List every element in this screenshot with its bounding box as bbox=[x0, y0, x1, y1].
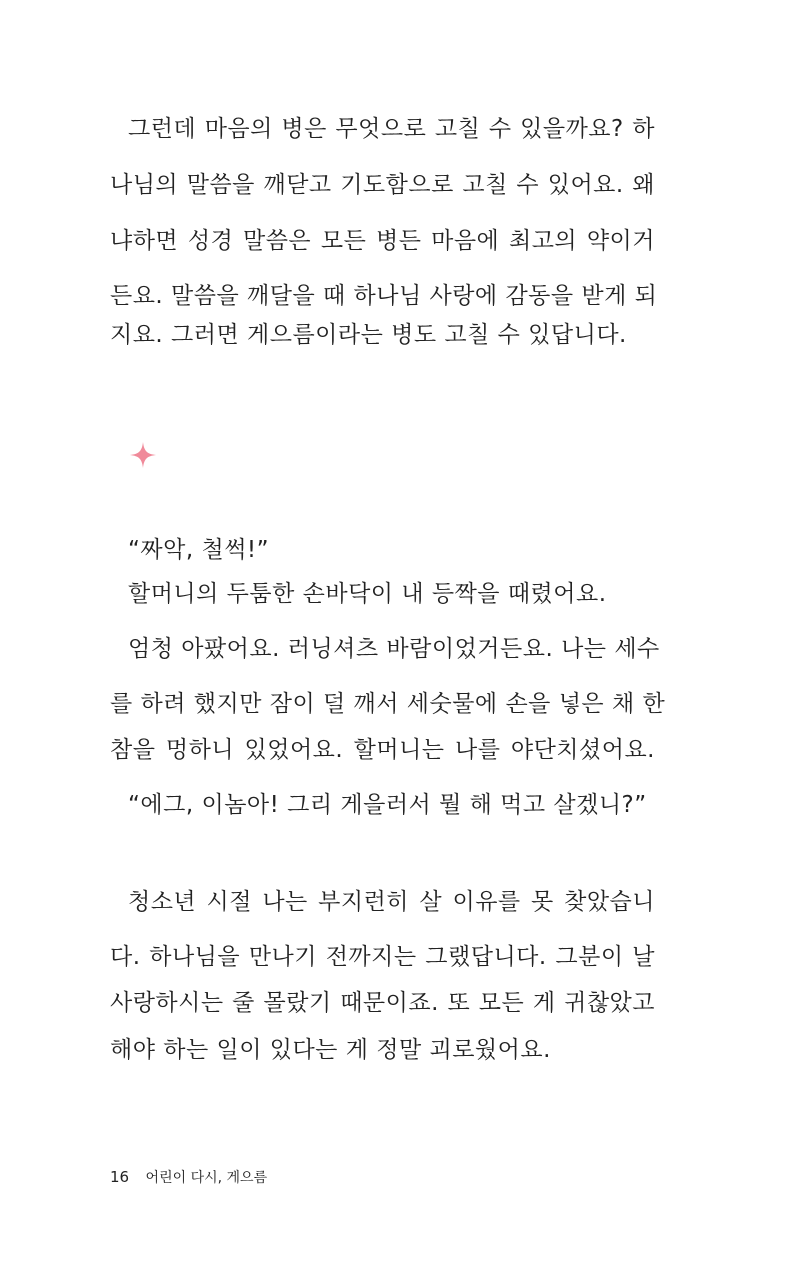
text-line: 해야 하는 일이 있다는 게 정말 괴로웠어요. bbox=[110, 1037, 551, 1063]
text-line: 냐하면 성경 말씀은 모든 병든 마음에 최고의 약이거 bbox=[110, 228, 655, 254]
book-title: 어린이 다시, 게으름 bbox=[145, 1170, 268, 1186]
text-line: “에그, 이놈아! 그리 게을러서 뭘 해 먹고 살겠니?” bbox=[128, 792, 647, 818]
sparkle-icon bbox=[128, 440, 158, 470]
text-line: 사랑하시는 줄 몰랐기 때문이죠. 또 모든 게 귀찮았고 bbox=[110, 990, 655, 1016]
text-line: 지요. 그러면 게으름이라는 병도 고칠 수 있답니다. bbox=[110, 322, 627, 348]
text-line: 를 하려 했지만 잠이 덜 깨서 세숫물에 손을 넣은 채 한 bbox=[110, 691, 666, 717]
text-line: 그런데 마음의 병은 무엇으로 고칠 수 있을까요? 하 bbox=[128, 116, 655, 142]
text-line: “짜악, 철썩!” bbox=[128, 537, 270, 563]
page-footer bbox=[110, 1167, 267, 1187]
text-line: 엄청 아팠어요. 러닝셔츠 바람이었거든요. 나는 세수 bbox=[128, 636, 660, 662]
page-number: 16 bbox=[110, 1168, 130, 1186]
text-line: 할머니의 두툼한 손바닥이 내 등짝을 때렸어요. bbox=[128, 581, 607, 607]
text-line: 참을 멍하니 있었어요. 할머니는 나를 야단치셨어요. bbox=[110, 737, 655, 763]
text-line: 다. 하나님을 만나기 전까지는 그랬답니다. 그분이 날 bbox=[110, 944, 655, 970]
text-line: 든요. 말씀을 깨달을 때 하나님 사랑에 감동을 받게 되 bbox=[110, 283, 658, 309]
text-line: 나님의 말씀을 깨닫고 기도함으로 고칠 수 있어요. 왜 bbox=[110, 172, 655, 198]
text-line: 청소년 시절 나는 부지런히 살 이유를 못 찾았습니 bbox=[128, 889, 655, 915]
